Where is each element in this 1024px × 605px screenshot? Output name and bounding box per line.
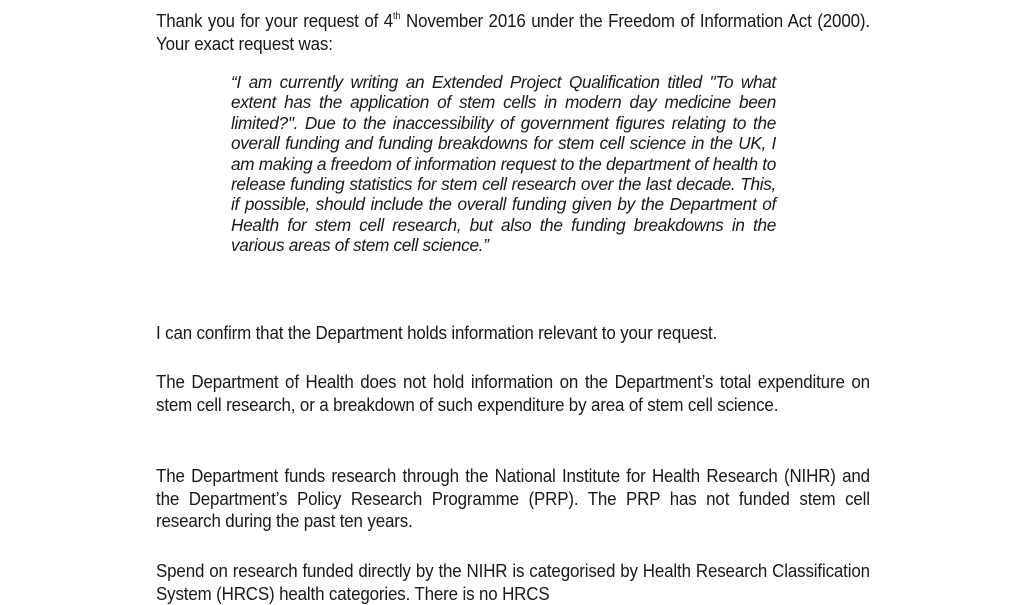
intro-paragraph (156, 10, 870, 55)
funding-paragraph: The Department funds research through the National Institute for Health Research (NIHR) and the Department’s Policy Research Programme (PRP). The PRP has not funded stem cell research during the past ten years. (156, 465, 870, 531)
intro-text-start: Thank you for your request of 4 (156, 10, 394, 31)
intro-text-end: November 2016 under the Freedom of Information Act (2000). Your exact request was: (156, 10, 870, 54)
date-ordinal-suffix: th (393, 11, 401, 22)
expenditure-paragraph: The Department of Health does not hold information on the Department’s total expenditure on stem cell research, or a breakdown of such expenditure by area of stem cell science. (156, 371, 870, 415)
confirmation-paragraph: I can confirm that the Department holds information relevant to your request. (156, 322, 718, 343)
quoted-request: “I am currently writing an Extended Project Qualification titled "To what extent has the application of stem cells in modern day medicine been limited?". Due to the inaccessibility of government figures relating to the overall funding and funding breakdowns for stem cell science in the UK, I am making a freedom of information request to the department of health to release funding statistics for stem cell research over the last decade. This, if possible, should include the overall funding given by the Department of Health for stem cell research, but also the funding breakdowns in the various areas of stem cell science.” (231, 72, 776, 256)
nihr-spend-paragraph: Spend on research funded directly by the NIHR is categorised by Health Research Classification System (HRCS) health categories. There is no HRCS (156, 560, 870, 604)
